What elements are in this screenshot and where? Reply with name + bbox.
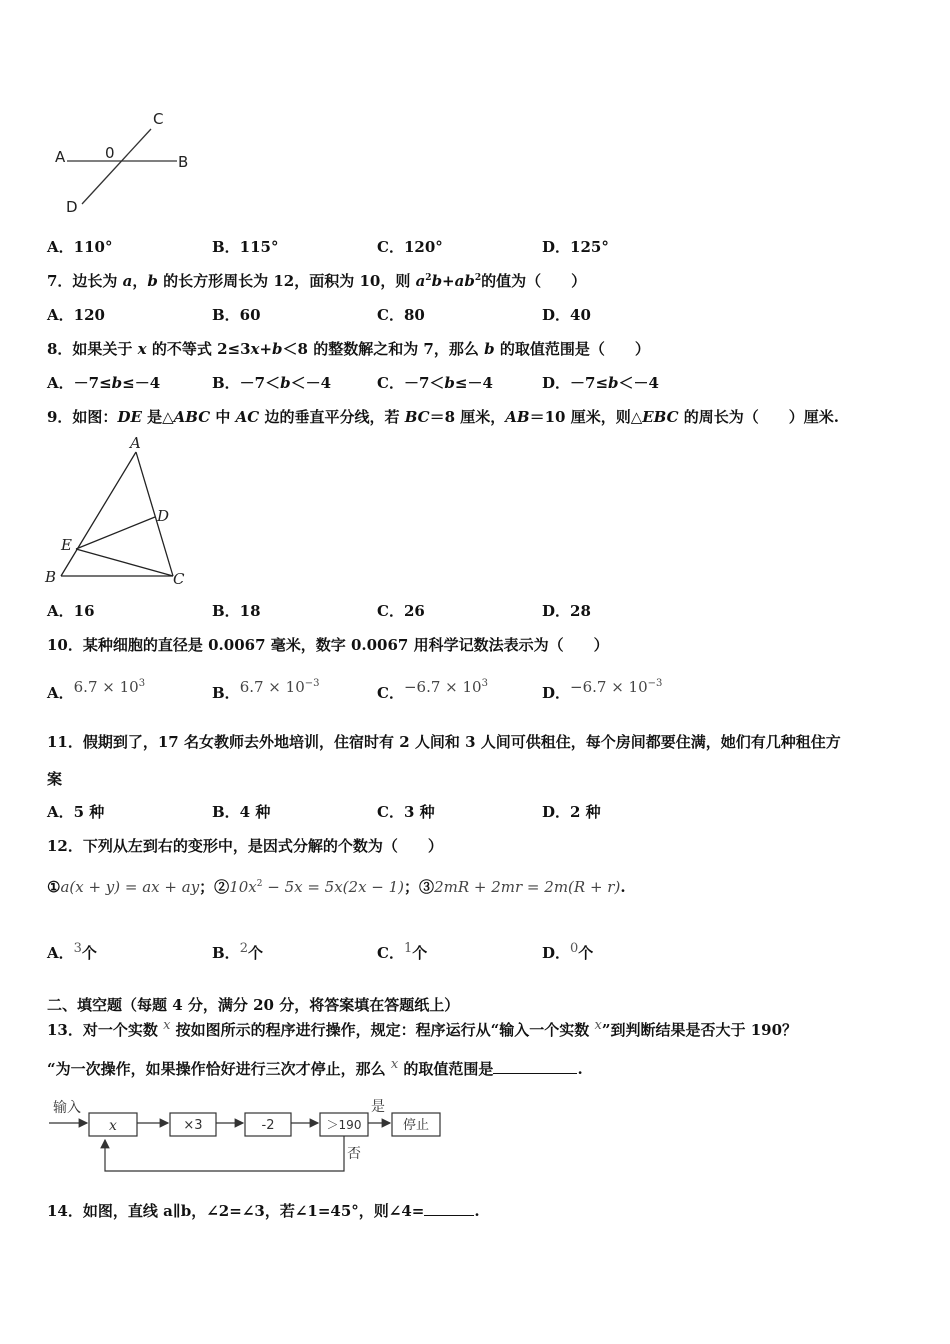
segment-ed [76,517,155,549]
box-condition-label: ＞190 [326,1118,362,1132]
question-9: 9．如图：DE 是△ABC 中 AC 边的垂直平分线，若 BC＝8 厘米，AB＝10 厘米，则△EBC 的周长为（ ）厘米. [47,408,840,426]
label-c: C [173,570,185,588]
q6-option-d: D．125° [542,238,609,256]
q7-option-c: C．80 [377,306,425,324]
label-b: B [45,568,57,586]
q8-option-a: A．－7≤b≤－4 [47,374,161,392]
q7-option-a: A．120 [47,306,105,324]
label-e: E [61,536,72,554]
question-7: 7．边长为 a，b 的长方形周长为 12，面积为 10，则 $a^2b+ab^2$的值为（ ） [47,272,587,290]
q12-option-d: D．$^0$个 [542,941,594,962]
label-a: A [55,148,66,166]
box-x-label: x [109,1118,117,1134]
question-11-line-1: 11．假期到了，17 名女教师去外地培训，住宿时有 2 人间和 3 人间可供租住，每个房间都要住满，她们有几种租住方 [47,733,841,751]
q11-option-c: C．3 种 [377,803,435,821]
label-no: 否 [347,1146,361,1162]
q10-option-b: B．$6.7 \times 10^{-3}$ [212,678,320,702]
label-c: C [153,110,164,128]
q7-option-b: B．60 [212,306,261,324]
q10-option-d: D．$-6.7 \times 10^{-3}$ [542,678,663,702]
label-a: A [130,436,141,452]
box-times3-label: ×3 [183,1118,203,1133]
q6-option-c: C．120° [377,238,443,256]
q7-option-d: D．40 [542,306,591,324]
question-12-expressions: ①a(x + y) = ax + ay；$②10x^2 - 5x = 5x(2x - 1)$；③2mR + 2mr = 2m(R + r). [47,878,626,896]
question-13-line-1: 13．对一个实数 $^x$ 按如图所示的程序进行操作，规定：程序运行从“输入一个实数 $^x$”到判断结果是否大于 190？ [47,1018,798,1039]
label-input: 输入 [53,1100,81,1116]
segment-ec [76,549,173,576]
label-yes: 是 [371,1099,385,1115]
answer-blank[interactable] [424,1215,474,1216]
line-cd [82,129,151,204]
question-12: 12．下列从左到右的变形中，是因式分解的个数为（ ） [47,837,443,855]
label-o: 0 [105,144,115,162]
q9-option-b: B．18 [212,602,261,620]
q10-option-c: C．$-6.7 \times 10^3$ [377,678,488,702]
answer-blank[interactable] [493,1073,577,1074]
q11-option-a: A．5 种 [47,803,105,821]
box-minus2-label: -2 [261,1118,275,1133]
box-stop-label: 停止 [402,1118,430,1133]
q9-option-d: D．28 [542,602,591,620]
q9-option-a: A．16 [47,602,95,620]
q9-option-c: C．26 [377,602,425,620]
question-14: 14．如图，直线 a∥b，∠2=∠3，若∠1=45°，则∠4= . [47,1202,480,1220]
q11-option-b: B．4 种 [212,803,271,821]
section-2-heading: 二、填空题（每题 4 分，满分 20 分，将答案填在答题纸上） [47,996,460,1014]
q8-option-b: B．－7＜b＜－4 [212,374,332,392]
label-d: D [157,507,170,525]
question-10: 10．某种细胞的直径是 0.0067 毫米，数字 0.0067 用科学记数法表示为（ ） [47,636,609,654]
label-d: D [66,198,78,216]
q6-option-a: A．110° [47,238,113,256]
label-b: B [178,153,189,171]
arrow-loop [105,1136,344,1171]
question-13-line-2: “为一次操作，如果操作恰好进行三次才停止，那么 $^x$ 的取值范围是 . [47,1057,583,1078]
intersecting-lines-figure [47,104,207,224]
triangle-figure [40,436,200,592]
q11-option-d: D．2 种 [542,803,601,821]
side-ab [61,452,136,576]
q12-option-b: B．$^2$个 [212,941,263,962]
q12-option-a: A．$^3$个 [47,941,97,962]
question-11-line-2: 案 [47,770,63,788]
flowchart [47,1094,447,1180]
q10-option-a: A．$6.7 \times 10^3$ [47,678,146,702]
q12-option-c: C．$^1$个 [377,941,428,962]
q8-option-d: D．－7≤b＜－4 [542,374,659,392]
q8-option-c: C．－7＜b≤－4 [377,374,493,392]
question-8: 8．如果关于 x 的不等式 2≤3x+b＜8 的整数解之和为 7，那么 b 的取值范围是（ ） [47,340,650,358]
q6-option-b: B．115° [212,238,279,256]
